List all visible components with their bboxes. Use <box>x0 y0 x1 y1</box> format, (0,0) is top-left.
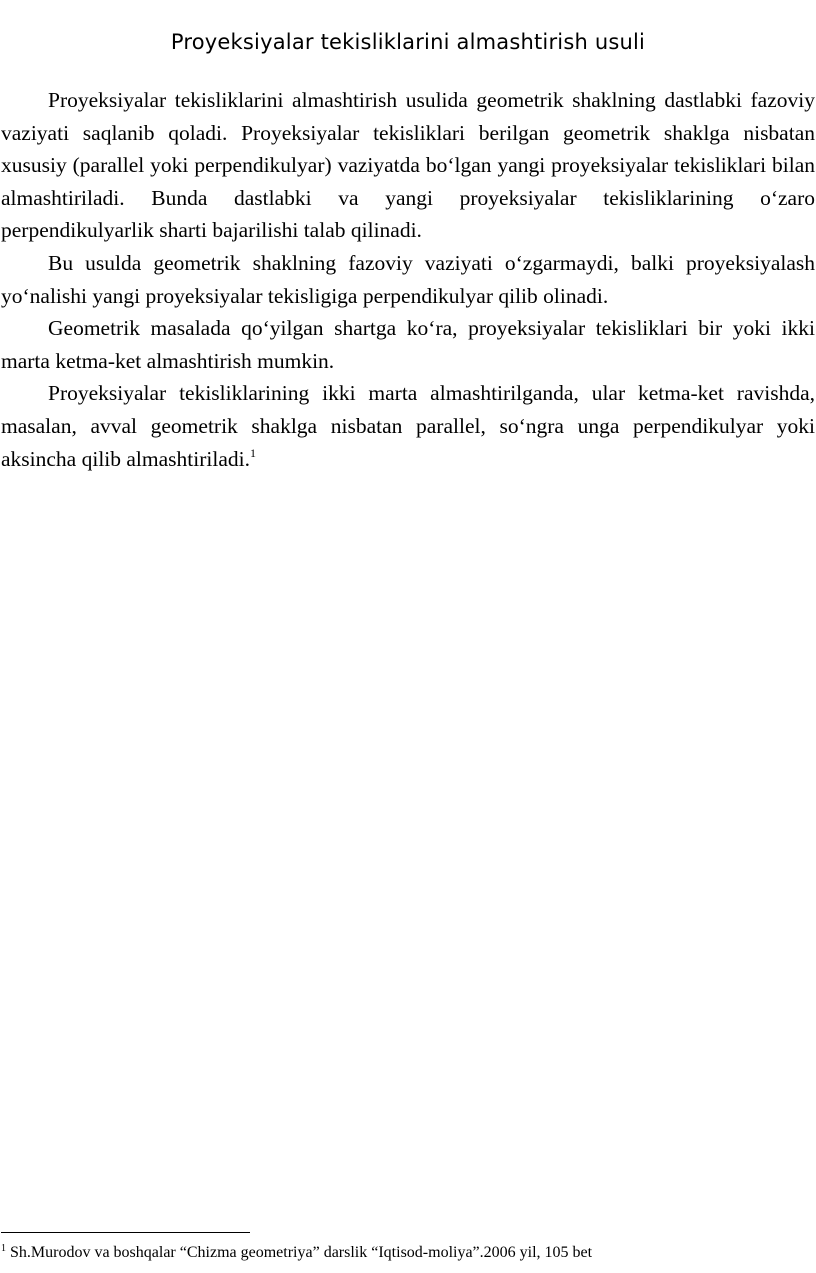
footnote-text: Sh.Murodov va boshqalar “Chizma geometriya” darslik “Iqtisod-moliya”.2006 yil, 105 bet <box>6 1244 593 1261</box>
body-text <box>1 84 815 475</box>
footnote-divider <box>1 1232 250 1233</box>
paragraph-2: Bu usulda geometrik shaklning fazoviy vaziyati o‘zgarmaydi, balki proyeksiyalash yo‘nalishi yangi proyeksiyalar tekisligiga perpendikulyar qilib olinadi. <box>1 250 815 308</box>
footnote-reference: 1 <box>249 445 256 460</box>
paragraph-1: Proyeksiyalar tekisliklarini almashtirish usulida geometrik shaklning dastlabki fazoviy vaziyati saqlanib qoladi. Proyeksiyalar tekisliklari berilgan geometrik shaklga nisbatan xususiy (parallel yoki perpendikulyar) vaziyatda bo‘lgan yangi proyeksiyalar tekisliklari bilan almashtiriladi. Bunda dastlabki va yangi proyeksiyalar tekisliklarining o‘zaro perpendikulyarlik sharti bajarilishi talab qilinadi. <box>1 88 815 243</box>
paragraph-3: Geometrik masalada qo‘yilgan shartga ko‘ra, proyeksiyalar tekisliklari bir yoki ikki marta ketma-ket almashtirish mumkin. <box>1 316 815 373</box>
footnote-marker: 1 <box>1 1243 6 1254</box>
footnote <box>1 1243 592 1263</box>
paragraph-4 <box>1 377 815 475</box>
paragraph-4-text: Proyeksiyalar tekisliklarining ikki marta almashtirilganda, ular ketma-ket ravishda, masalan, avval geometrik shaklga nisbatan parallel, so‘ngra unga perpendikulyar yoki aksincha qilib almashtiriladi. <box>1 381 815 471</box>
page-title: Proyeksiyalar tekisliklarini almashtirish usuli <box>170 30 646 54</box>
